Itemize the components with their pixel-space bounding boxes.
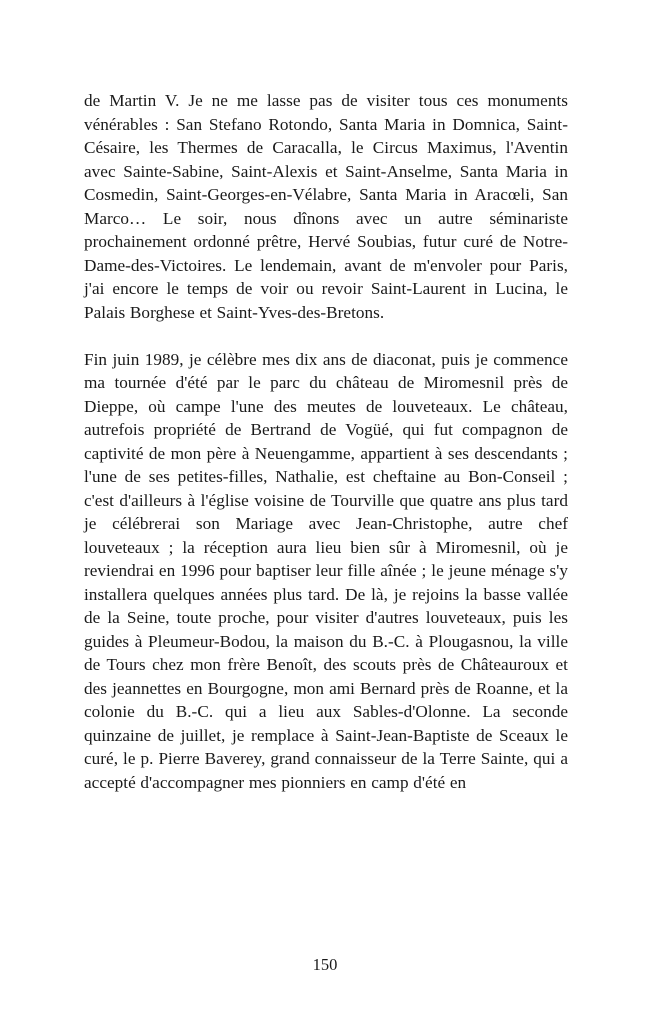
body-paragraph: de Martin V. Je ne me lasse pas de visiter tous ces monuments vénérables : San Stefano Rotondo, Santa Maria in Domnica, Saint-Césaire, les Thermes de Caracalla, le Circus Maximus, l'Aventin avec Sainte-Sabine, Saint-Alexis et Saint-Anselme, Santa Maria in Cosmedin, Saint-Georges-en-Vélabre, Santa Maria in Aracœli, San Marco… Le soir, nous dînons avec un autre séminariste prochainement ordonné prêtre, Hervé Soubias, futur curé de Notre-Dame-des-Victoires. Le lendemain, avant de m'envoler pour Paris, j'ai encore le temps de voir ou revoir Saint-Laurent in Lucina, le Palais Borghese et Saint-Yves-des-Bretons. [84, 91, 568, 322]
page-body-text [84, 89, 568, 794]
body-paragraph: Fin juin 1989, je célèbre mes dix ans de diaconat, puis je commence ma tournée d'été par le parc du château de Miromesnil près de Dieppe, où campe l'une des meutes de louveteaux. Le château, autrefois propriété de Bertrand de Vogüé, qui fut compagnon de captivité de mon père à Neuengamme, appartient à ses descendants ; l'une de ses petites-filles, Nathalie, est cheftaine au Bon-Conseil ; c'est d'ailleurs à l'église voisine de Tourville que quatre ans plus tard je célébrerai son Mariage avec Jean-Christophe, autre chef louveteaux ; la réception aura lieu bien sûr à Miromesnil, où je reviendrai en 1996 pour baptiser leur fille aînée ; le jeune ménage s'y installera quelques années plus tard. De là, je rejoins la basse vallée de la Seine, toute proche, pour visiter d'autres louveteaux, puis les guides à Pleumeur-Bodou, la maison du B.-C. à Plougasnou, la ville de Tours chez mon frère Benoît, des scouts près de Châteauroux et des jeannettes en Bourgogne, mon ami Bernard près de Roanne, et la colonie du B.-C. qui a lieu aux Sables-d'Olonne. La seconde quinzaine de juillet, je remplace à Saint-Jean-Baptiste de Sceaux le curé, le p. Pierre Baverey, grand connaisseur de la Terre Sainte, qui a accepté d'accompagner mes pionniers en camp d'été en [84, 349, 568, 792]
page-number: 150 [312, 955, 338, 974]
